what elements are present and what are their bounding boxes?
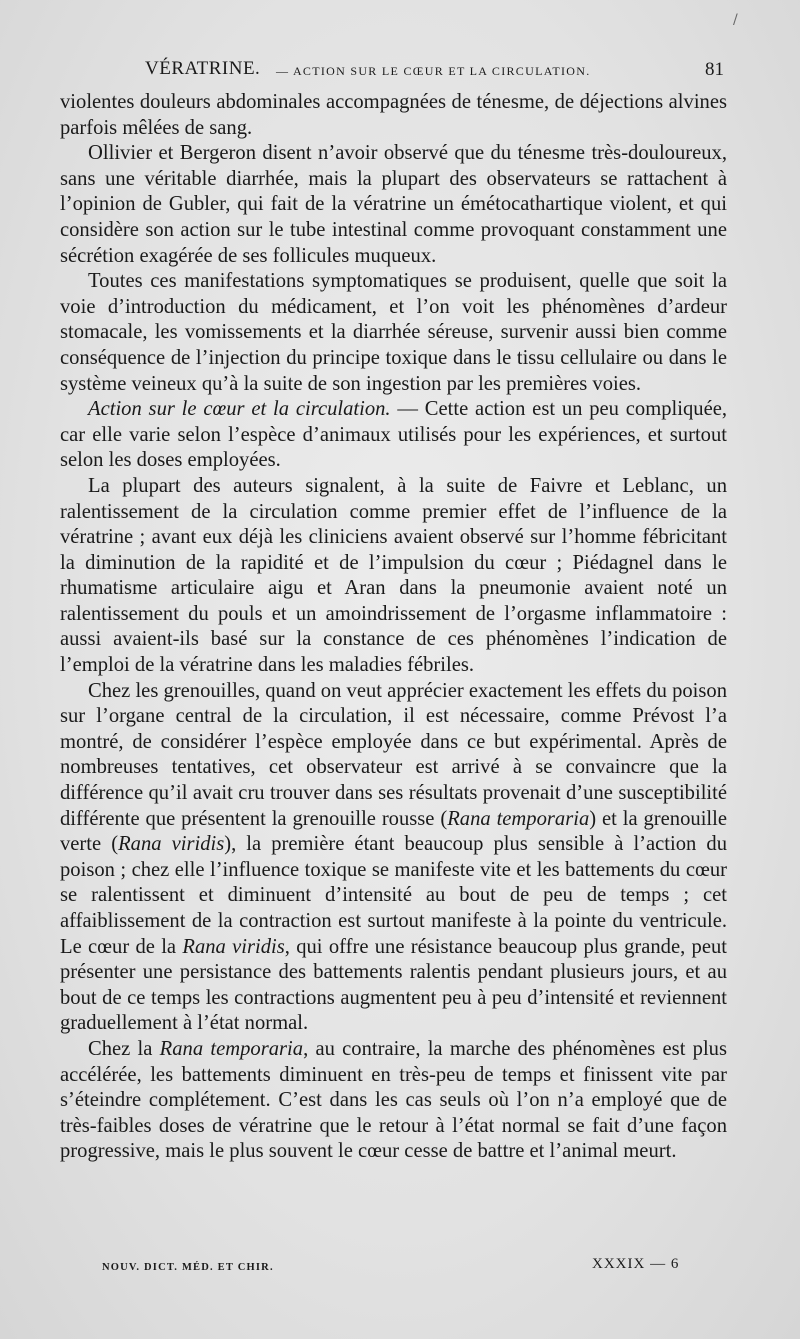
body-text (60, 90, 727, 1165)
paragraph-7-text-b: , au contraire, la marche des phénomènes est plus accélérée, les battements diminuent en très-peu de temps et finissent vite par s’éteindre complétement. C’est dans les cas seuls où l’on n’a employé que de très-faibles doses de vératrine que le retour à l’état normal se fait d’une façon progressive, mais le plus souvent le cœur cesse de battre et l’animal meurt. (60, 1037, 727, 1163)
footer-publication: NOUV. DICT. MÉD. ET CHIR. (102, 1262, 274, 1273)
paragraph-6-text-a: Chez les grenouilles, quand on veut apprécier exactement les effets du poison sur l’organe central de la circulation, il est nécessaire, comme Prévost l’a montré, de considérer l’espèce employée dans ce but expérimental. Après de nombreuses tentatives, cet observateur est arrivé à se convaincre que la différence qu’il avait cru trouver dans ses résultats provenait d’une susceptibilité différente que présentent la grenouille rousse ( (60, 679, 727, 830)
section-heading: Action sur le cœur et la circulation. (88, 398, 391, 421)
stray-mark: / (733, 12, 738, 28)
species-name: Rana viridis (182, 935, 285, 958)
running-head-title: VÉRATRINE. (145, 58, 261, 79)
species-name: Rana temporaria (447, 807, 590, 830)
paragraph-6 (60, 679, 727, 1037)
paragraph-7-text-a: Chez la (88, 1037, 160, 1060)
paragraph-2: Ollivier et Bergeron disent n’avoir observé que du ténesme très-douloureux, sans une véritable diarrhée, mais la plupart des observateurs se rattachent à l’opinion de Gubler, qui fait de la vératrine un émétocathartique violent, et qui considère son action sur le tube intestinal comme provoquant constamment une sécrétion exagérée de ses follicules muqueux. (60, 142, 727, 267)
paragraph-3: Toutes ces manifestations symptomatiques se produisent, quelle que soit la voie d’introduction du médicament, et l’on voit les phénomènes d’ardeur stomacale, les vomissements et la diarrhée séreuse, survenir aussi bien comme conséquence de l’injection du principe toxique dans le tissu cellulaire ou dans le système veineux qu’à la suite de son ingestion par les premières voies. (60, 270, 727, 395)
paragraph-5: La plupart des auteurs signalent, à la suite de Faivre et Leblanc, un ralentissement de la circulation comme premier effet de l’influence de la vératrine ; avant eux déjà les cliniciens avaient observé sur l’homme fébricitant la diminution de la rapidité et de l’impulsion du cœur ; Piédagnel dans le rhumatisme articulaire aigu et Aran dans la pneumonie avaient noté un ralentissement du pouls et un amoindrissement de l’orgasme inflammatoire : aussi avaient-ils basé sur la constance de ces phénomènes l’indication de l’emploi de la vératrine dans les maladies fébriles. (60, 474, 727, 677)
paragraph-1: violentes douleurs abdominales accompagnées de ténesme, de déjections alvines parfois mêlées de sang. (60, 91, 727, 139)
paragraph-6-text-d: , qui offre une résistance beaucoup plus grande, peut présenter une persistance des battements ralentis pendant plusieurs jours, et au bout de ce temps les contractions augmentent peu à peu d’intensité et reviennent graduellement à l’état normal. (60, 935, 728, 1035)
paragraph-6-text-b: ) et la grenouille verte ( (60, 807, 727, 856)
page-footer (60, 1256, 728, 1280)
species-name: Rana temporaria (159, 1037, 304, 1060)
paragraph-7 (60, 1037, 727, 1165)
paragraph-6-text-c: ), la première étant beaucoup plus sensible à l’action du poison ; chez elle l’influence toxique se manifeste vite et les battements du cœur se ralentissent et diminuent d’intensité au bout de peu de temps ; cet affaiblissement de la contraction est surtout manifeste à la pointe du ventricule. Le cœur de la (60, 833, 727, 958)
running-head (60, 58, 728, 86)
paragraph-4-text: — Cette action est un peu compliquée, car elle varie selon l’espèce d’animaux utilisés pour les expériences, et surtout selon les doses employées. (60, 398, 728, 472)
footer-signature: XXXIX — 6 (592, 1256, 680, 1272)
species-name: Rana viridis (118, 833, 225, 856)
paragraph-4 (60, 397, 727, 474)
page-number: 81 (705, 59, 724, 80)
running-head-subtitle: — ACTION SUR LE CŒUR ET LA CIRCULATION. (276, 64, 591, 78)
